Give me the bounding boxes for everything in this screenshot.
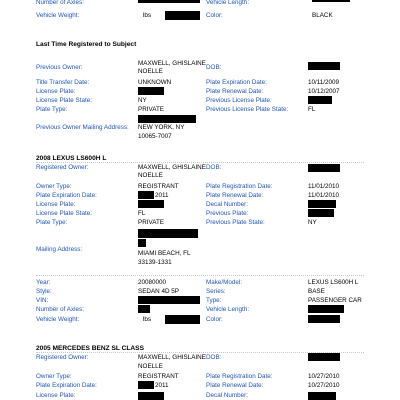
- plate-type-value: PRIVATE: [138, 219, 165, 226]
- redaction-bar: [138, 381, 154, 389]
- redaction-bar: [138, 229, 198, 238]
- year-value: 20080000: [138, 279, 167, 286]
- plate-renewal-date-value: 10/27/2010: [308, 382, 340, 389]
- previous-owner-name-line2: NOELLE: [138, 68, 163, 75]
- plate-type-label: Plate Type:: [36, 106, 68, 113]
- vin-label: VIN:: [36, 297, 49, 304]
- registered-owner-name-line2: NOELLE: [138, 363, 163, 370]
- section-title-last-registered: Last Time Registered to Subject: [36, 41, 137, 48]
- redaction-bar: [308, 305, 344, 313]
- mailing-address-label: Mailing Address:: [36, 246, 83, 253]
- license-plate-state-label: License Plate State:: [36, 97, 93, 104]
- color-label: Color:: [206, 12, 223, 19]
- redaction-bar: [138, 115, 196, 123]
- mailing-address-zip: 33139-1331: [138, 259, 172, 266]
- divider: [36, 275, 364, 276]
- series-value: BASE: [308, 288, 325, 295]
- license-plate-state-value: FL: [138, 210, 146, 217]
- dob-label: DOB:: [206, 64, 222, 71]
- redaction-bar: [165, 315, 200, 324]
- redaction-bar: [308, 209, 334, 217]
- plate-type-value: PRIVATE: [138, 106, 165, 113]
- redaction-bar: [312, 0, 350, 2]
- owner-type-label: Owner Type:: [36, 373, 72, 380]
- plate-registration-date-value: 10/27/2010: [308, 373, 340, 380]
- section-title-mercedes: 2005 MERCEDES BENZ SL CLASS: [36, 345, 144, 352]
- section-title-lexus: 2008 LEXUS LS600H L: [36, 155, 107, 162]
- license-plate-state-label: License Plate State:: [36, 210, 93, 217]
- make-model-label: Make/Model:: [206, 279, 243, 286]
- redaction-bar: [138, 392, 164, 400]
- plate-type-label: Plate Type:: [36, 219, 68, 226]
- plate-renewal-date-value: 10/12/2007: [308, 88, 340, 95]
- plate-renewal-date-label: Plate Renewal Date:: [206, 382, 264, 389]
- plate-registration-date-label: Plate Registration Date:: [206, 183, 273, 190]
- redaction-bar: [138, 296, 200, 304]
- style-value: SEDAN 4D 5P: [138, 288, 179, 295]
- previous-plate-state-label: Previous Plate State:: [206, 219, 265, 226]
- vehicle-weight-value: lbs: [143, 316, 152, 323]
- license-plate-label: License Plate:: [36, 201, 76, 208]
- redaction-bar: [138, 0, 200, 3]
- vehicle-weight-label: Vehicle Weight:: [36, 316, 80, 323]
- redaction-bar: [138, 87, 164, 95]
- plate-expiration-date-value: 2011: [155, 192, 169, 199]
- previous-owner-label: Previous Owner:: [36, 64, 83, 71]
- decal-number-label: Decal Number:: [206, 201, 248, 208]
- redaction-bar: [308, 353, 340, 361]
- redaction-bar: [165, 11, 200, 20]
- redaction-bar: [308, 392, 336, 400]
- previous-owner-name: MAXWELL, GHISLAINE: [138, 60, 206, 67]
- previous-plate-state-value: NY: [308, 219, 317, 226]
- number-of-axles-label: Number of Axles:: [36, 306, 84, 313]
- redaction-bar: [138, 239, 146, 247]
- plate-expiration-date-value: 2011: [155, 382, 169, 389]
- owner-type-label: Owner Type:: [36, 183, 72, 190]
- style-label: Style:: [36, 288, 52, 295]
- license-plate-state-value: NY: [138, 97, 147, 104]
- previous-owner-mailing-address-label: Previous Owner Mailing Address:: [36, 124, 129, 131]
- registered-owner-label: Registered Owner:: [36, 164, 89, 171]
- mailing-address-city: NEW YORK, NY: [138, 124, 185, 131]
- plate-expiration-date-value: 10/11/2009: [308, 79, 340, 86]
- plate-expiration-date-label: Plate Expiration Date:: [36, 192, 97, 199]
- title-transfer-date-value: UNKNOWN: [138, 79, 172, 86]
- previous-license-plate-state-value: FL: [308, 106, 316, 113]
- license-plate-label: License Plate:: [36, 88, 76, 95]
- dob-label: DOB:: [206, 164, 222, 171]
- title-transfer-date-label: Title Transfer Date:: [36, 79, 90, 86]
- make-model-value: LEXUS LS600H L: [308, 279, 359, 286]
- plate-registration-date-value: 11/01/2010: [308, 183, 340, 190]
- mailing-address-city: MIAMI BEACH, FL: [138, 250, 191, 257]
- redaction-bar: [308, 315, 340, 323]
- plate-renewal-date-label: Plate Renewal Date:: [206, 88, 264, 95]
- registered-owner-name: MAXWELL, GHISLAINE: [138, 354, 206, 361]
- license-plate-label: License Plate:: [36, 392, 76, 399]
- plate-renewal-date-value: 11/01/2010: [308, 192, 340, 199]
- redaction-bar: [138, 191, 154, 199]
- decal-number-label: Decal Number:: [206, 392, 248, 399]
- previous-plate-label: Previous Plate:: [206, 210, 249, 217]
- vehicle-length-label: Vehicle Length:: [206, 0, 250, 6]
- redaction-bar: [138, 305, 150, 313]
- series-label: Series:: [206, 288, 226, 295]
- redaction-bar: [138, 200, 164, 208]
- previous-license-plate-label: Previous License Plate:: [206, 97, 272, 104]
- redaction-bar: [308, 96, 332, 104]
- divider: [36, 162, 364, 163]
- plate-expiration-date-label: Plate Expiration Date:: [206, 79, 267, 86]
- owner-type-value: REGISTRANT: [138, 183, 179, 190]
- dob-label: DOB:: [206, 354, 222, 361]
- number-of-axles-label: Number of Axles:: [36, 0, 84, 6]
- plate-renewal-date-label: Plate Renewal Date:: [206, 192, 264, 199]
- color-value: BLACK: [312, 12, 333, 19]
- year-label: Year:: [36, 279, 51, 286]
- type-value: PASSENGER CAR: [308, 297, 362, 304]
- registered-owner-label: Registered Owner:: [36, 354, 89, 361]
- registered-owner-name-line2: NOELLE: [138, 172, 163, 179]
- type-label: Type:: [206, 297, 222, 304]
- redaction-bar: [308, 62, 340, 70]
- previous-license-plate-state-label: Previous License Plate State:: [206, 106, 289, 113]
- color-label: Color:: [206, 316, 223, 323]
- plate-expiration-date-label: Plate Expiration Date:: [36, 382, 97, 389]
- registered-owner-name: MAXWELL, GHISLAINE: [138, 164, 206, 171]
- redaction-bar: [308, 164, 340, 172]
- vehicle-weight-label: Vehicle Weight:: [36, 12, 80, 19]
- mailing-address-zip: 10065-7007: [138, 133, 172, 140]
- plate-registration-date-label: Plate Registration Date:: [206, 373, 273, 380]
- redaction-bar: [308, 200, 336, 208]
- vehicle-weight-value: lbs: [143, 12, 152, 19]
- owner-type-value: REGISTRANT: [138, 373, 179, 380]
- vehicle-length-label: Vehicle Length:: [206, 306, 250, 313]
